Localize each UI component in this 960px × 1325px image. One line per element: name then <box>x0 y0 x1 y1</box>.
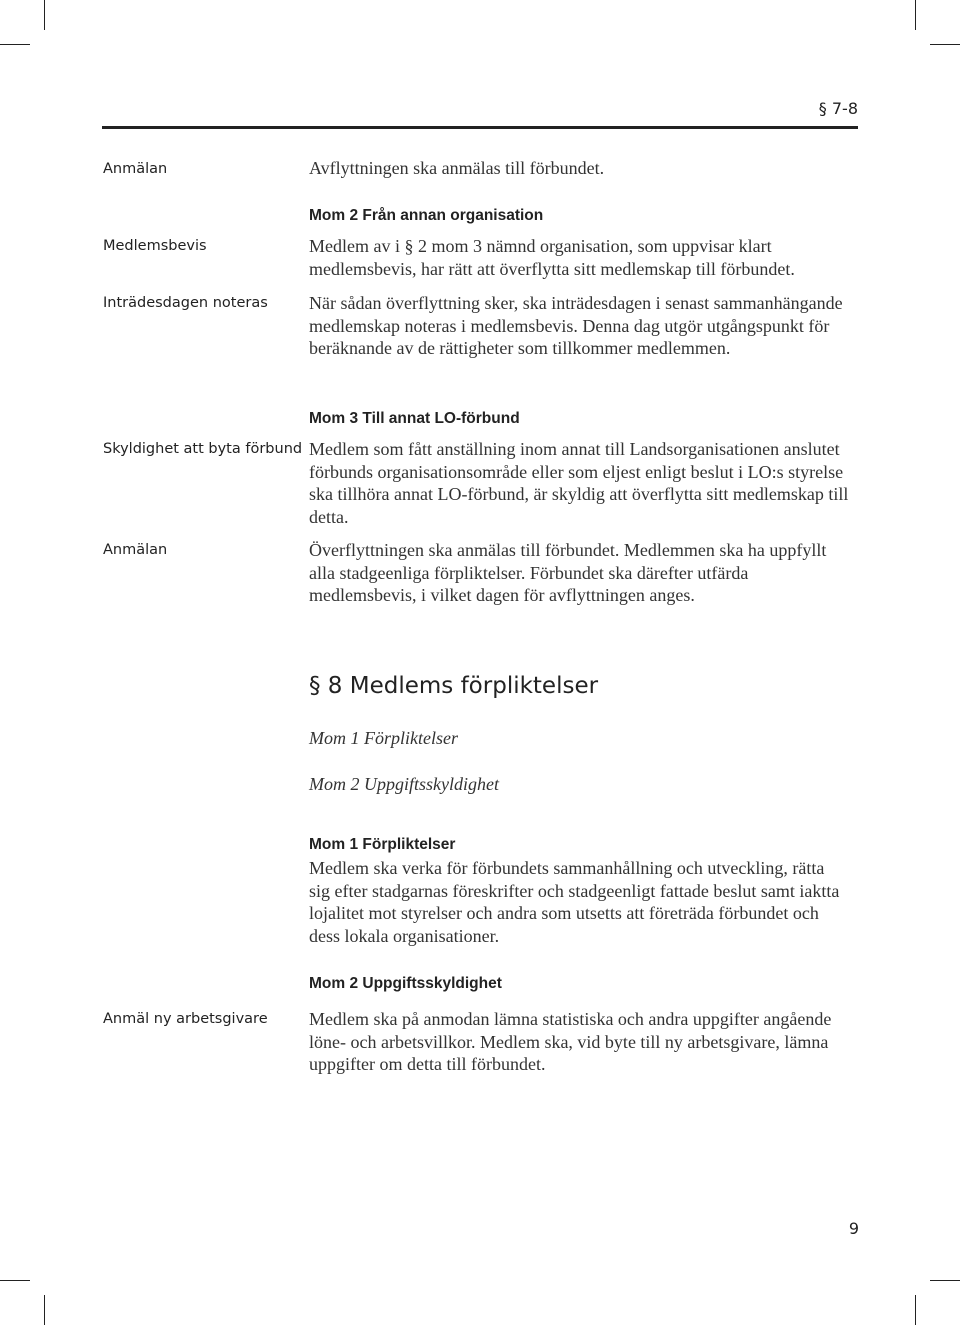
subheading-mom1-forpliktelser: Mom 1 Förpliktelser <box>309 836 456 853</box>
crop-mark-bottom-left-horizontal <box>0 1280 30 1281</box>
margin-label-anmalan-2: Anmälan <box>103 542 168 558</box>
subheading-mom2-uppgiftsskyldighet: Mom 2 Uppgiftsskyldighet <box>309 975 502 992</box>
margin-label-medlemsbevis: Medlemsbevis <box>103 238 207 254</box>
margin-label-anmalan: Anmälan <box>103 161 168 177</box>
section-heading-8: § 8 Medlems förpliktelser <box>309 673 599 699</box>
toc-item-mom2: Mom 2 Uppgiftsskyldighet <box>309 774 499 794</box>
margin-label-skyldighet: Skyldighet att byta förbund <box>103 441 303 457</box>
subheading-mom3-lo-forbund: Mom 3 Till annat LO-förbund <box>309 410 520 427</box>
crop-mark-top-left-horizontal <box>0 44 30 45</box>
header-rule <box>102 126 858 129</box>
paragraph-medlemsbevis: Medlem av i § 2 mom 3 nämnd organisation, som uppvisar klart medlemsbevis, har rätt att överflytta sitt medlemskap till förbundet. <box>309 236 795 279</box>
paragraph-overflyttningen: Överflyttningen ska anmälas till förbundet. Medlemmen ska ha uppfyllt alla stadgeenliga förpliktelser. Förbundet ska därefter utfärda medlemsbevis, i vilket dagen för avflyttningen anges. <box>309 540 827 606</box>
crop-mark-top-right-horizontal <box>930 44 960 45</box>
running-head: § 7-8 <box>818 99 858 118</box>
paragraph-avflyttning: Avflyttningen ska anmälas till förbundet. <box>309 158 605 178</box>
paragraph-intradesdagen: När sådan överflyttning sker, ska inträdesdagen i senast sammanhängande medlemskap noteras i medlemsbevis. Denna dag utgör utgångspunkt för beräknande av de rättigheter som tillkommer medlemmen. <box>309 293 843 359</box>
crop-mark-top-right <box>915 0 916 30</box>
paragraph-forpliktelser: Medlem ska verka för förbundets sammanhållning och utveckling, rätta sig efter stadgarnas föreskrifter och stadgeenligt fattade beslut samt iaktta lojalitet mot styrelser och andra som utsetts att företräda förbundet och dess lokala organisationer. <box>309 858 840 946</box>
page-number: 9 <box>848 1219 859 1238</box>
crop-mark-bottom-right <box>915 1295 916 1325</box>
crop-mark-bottom-left <box>44 1295 45 1325</box>
crop-mark-bottom-right-horizontal <box>930 1280 960 1281</box>
paragraph-uppgiftsskyldighet: Medlem ska på anmodan lämna statistiska och andra uppgifter angående löne- och arbetsvillkor. Medlem ska, vid byte till ny arbetsgivare, lämna uppgifter om detta till förbundet. <box>309 1009 832 1075</box>
toc-item-mom1: Mom 1 Förpliktelser <box>309 728 458 748</box>
margin-label-intradesdagen: Inträdesdagen noteras <box>103 295 268 311</box>
crop-mark-top-left <box>44 0 45 30</box>
margin-label-ny-arbetsgivare: Anmäl ny arbetsgivare <box>103 1011 268 1027</box>
subheading-mom2-annan-organisation: Mom 2 Från annan organisation <box>309 207 544 224</box>
paragraph-skyldighet: Medlem som fått anställning inom annat till Landsorganisationen anslutet förbunds organisationsområde eller som eljest enligt beslut i LO:s styrelse ska tillhöra annat LO-förbund, är skyldig att överflytta sitt medlemskap till detta. <box>309 439 849 527</box>
